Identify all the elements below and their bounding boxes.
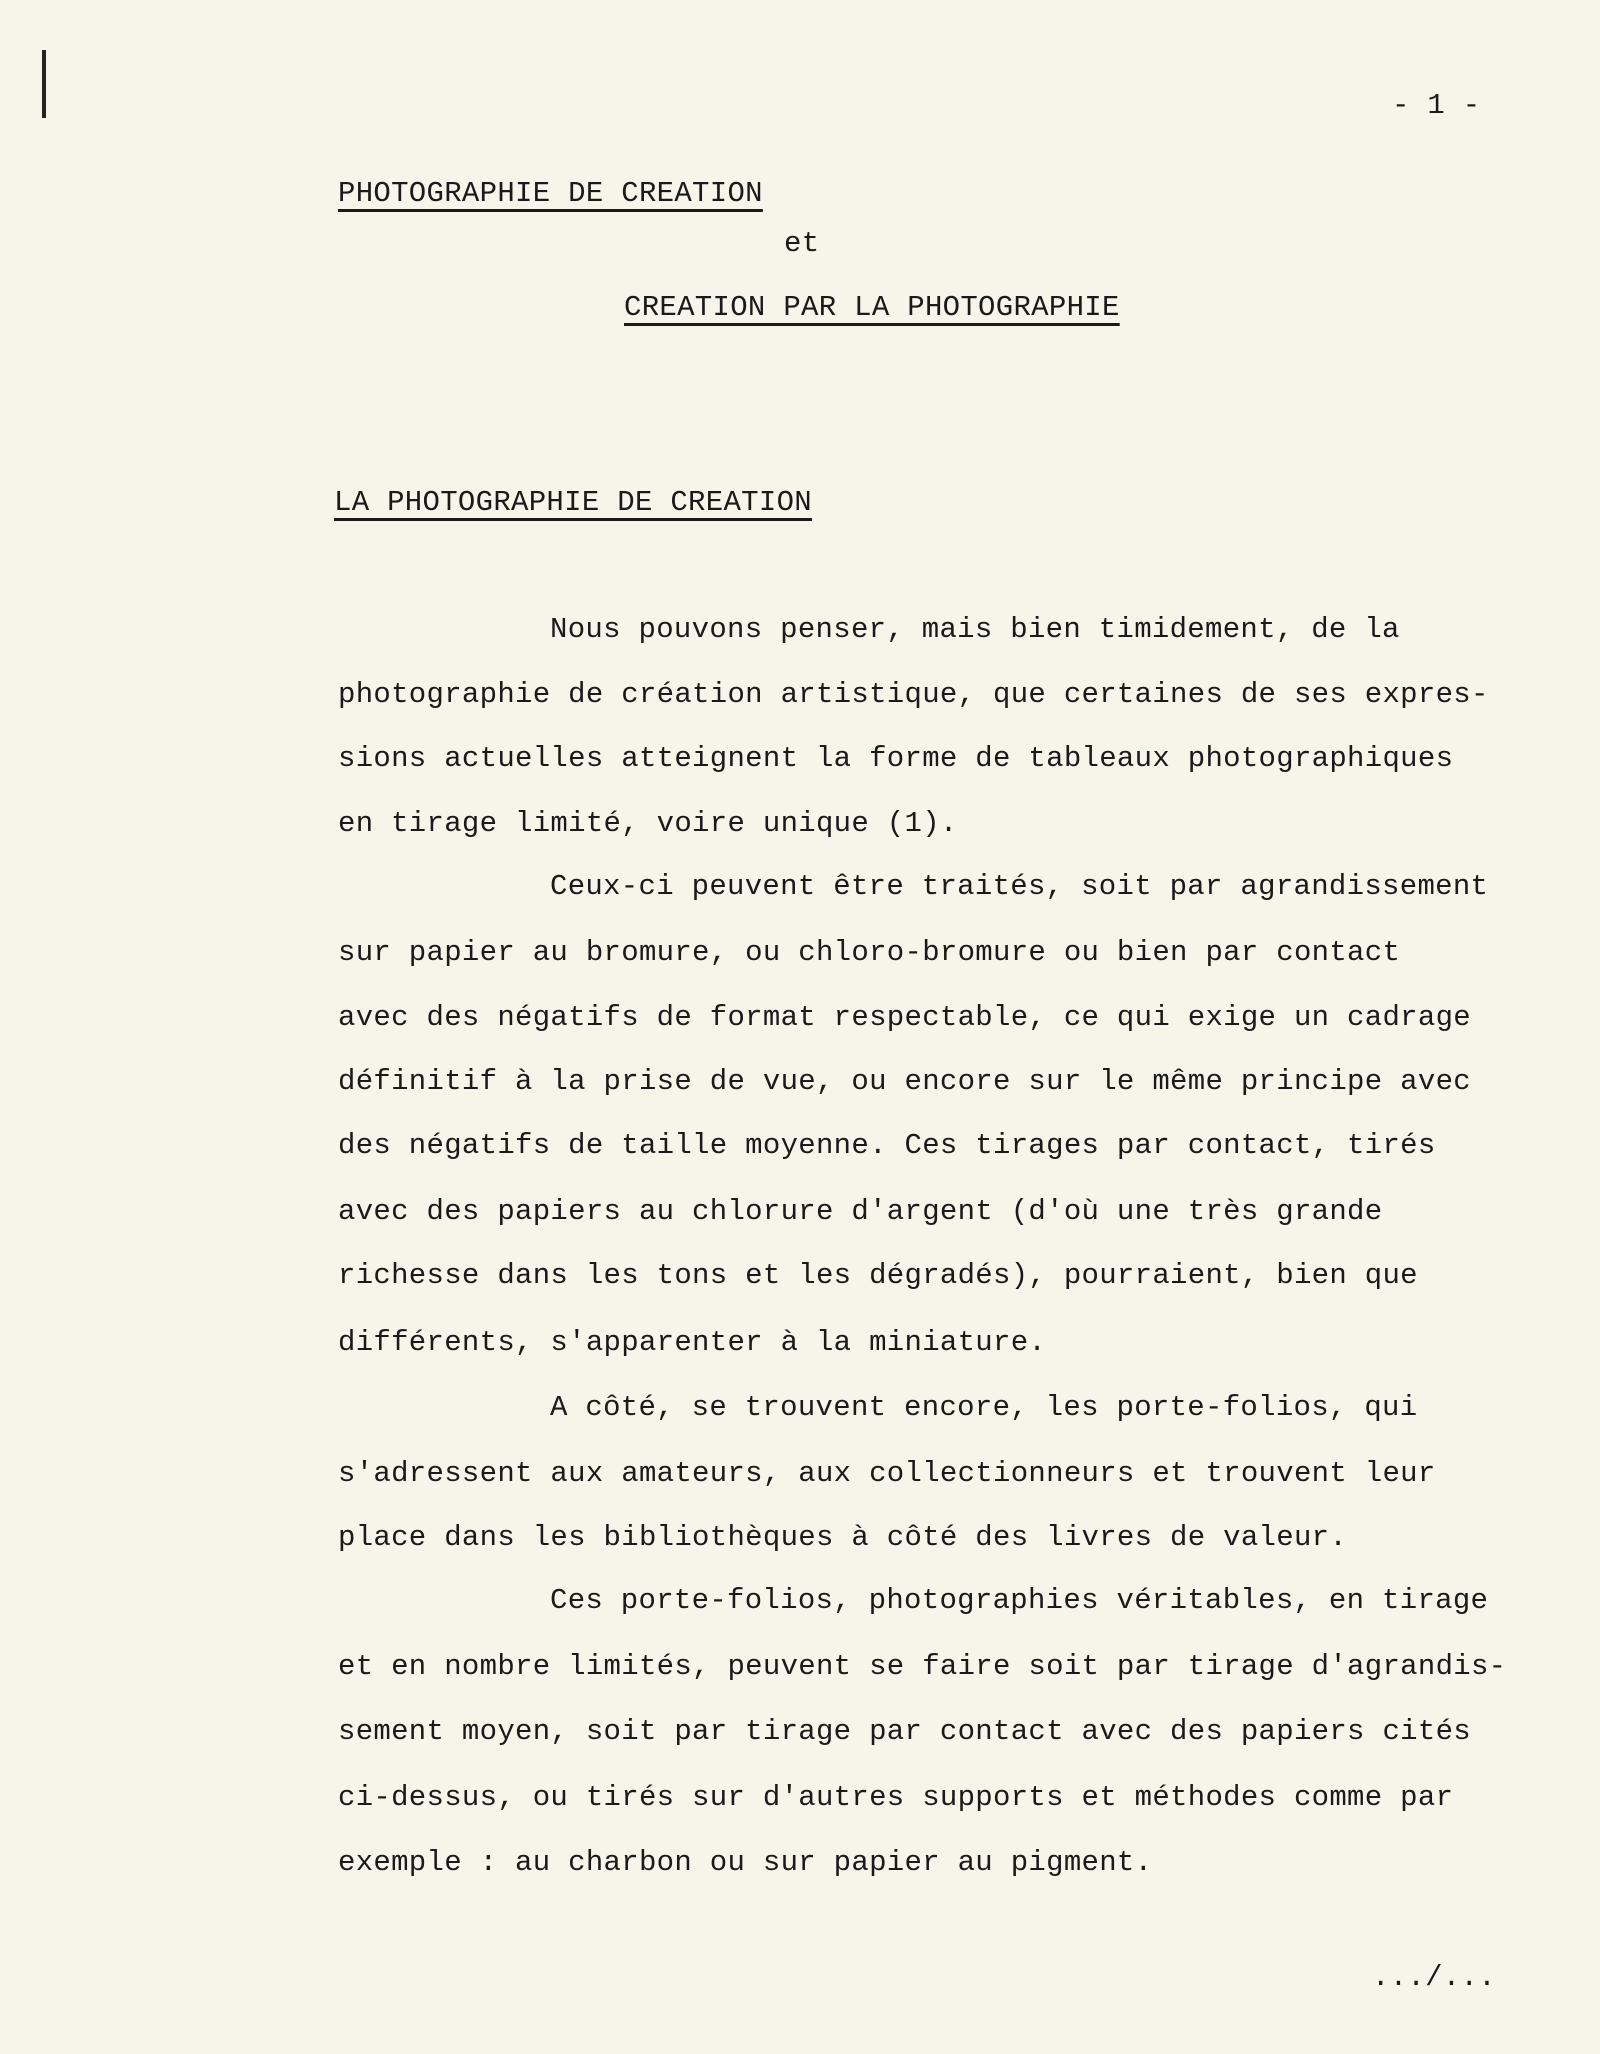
body-line: définitif à la prise de vue, ou encore sur le même principe avec — [338, 1065, 1471, 1098]
title-line-1: PHOTOGRAPHIE DE CREATION — [338, 177, 763, 210]
page-number: - 1 - — [1392, 89, 1481, 122]
body-line: s'adressent aux amateurs, aux collectionneurs et trouvent leur — [338, 1457, 1436, 1490]
body-line: Nous pouvons penser, mais bien timidement, de la — [550, 613, 1400, 646]
body-line: et en nombre limités, peuvent se faire soit par tirage d'agrandis- — [338, 1650, 1507, 1683]
margin-mark — [42, 50, 46, 118]
body-line: A côté, se trouvent encore, les porte-folios, qui — [550, 1391, 1418, 1424]
body-line: différents, s'apparenter à la miniature. — [338, 1326, 1047, 1359]
continuation-mark: .../... — [1372, 1961, 1496, 1994]
body-line: photographie de création artistique, que certaines de ses expres- — [338, 678, 1489, 711]
body-line: sions actuelles atteignent la forme de tableaux photographiques — [338, 742, 1454, 775]
body-line: Ces porte-folios, photographies véritables, en tirage — [550, 1584, 1489, 1617]
title-conjunction: et — [784, 227, 820, 260]
body-line: Ceux-ci peuvent être traités, soit par agrandissement — [550, 870, 1489, 903]
body-line: sement moyen, soit par tirage par contact avec des papiers cités — [338, 1715, 1471, 1748]
section-heading: LA PHOTOGRAPHIE DE CREATION — [334, 486, 812, 519]
body-line: richesse dans les tons et les dégradés), pourraient, bien que — [338, 1259, 1418, 1292]
title-line-2: CREATION PAR LA PHOTOGRAPHIE — [624, 291, 1120, 324]
body-line: des négatifs de taille moyenne. Ces tirages par contact, tirés — [338, 1129, 1436, 1162]
body-line: place dans les bibliothèques à côté des livres de valeur. — [338, 1521, 1348, 1554]
body-line: sur papier au bromure, ou chloro-bromure ou bien par contact — [338, 936, 1401, 969]
body-line: exemple : au charbon ou sur papier au pigment. — [338, 1846, 1153, 1879]
body-line: avec des négatifs de format respectable, ce qui exige un cadrage — [338, 1001, 1471, 1034]
body-line: avec des papiers au chlorure d'argent (d'où une très grande — [338, 1195, 1383, 1228]
body-line: ci-dessus, ou tirés sur d'autres supports et méthodes comme par — [338, 1781, 1454, 1814]
body-line: en tirage limité, voire unique (1). — [338, 807, 958, 840]
